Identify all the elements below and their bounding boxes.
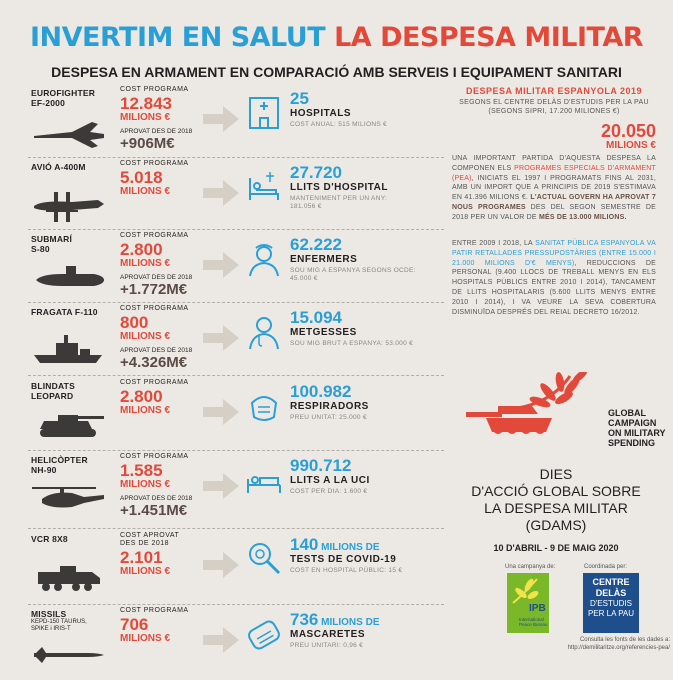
- cost-unit: MILIONS €: [120, 566, 171, 577]
- ipb-subtitle: International Peace Bureau: [519, 617, 548, 627]
- gdams-title: DIES D'ACCIÓ GLOBAL SOBRE LA DESPESA MILITAR (GDAMS): [471, 466, 641, 533]
- hospital-icon: [246, 94, 282, 132]
- page-title: [0, 22, 673, 53]
- transport-plane-icon: [32, 188, 106, 222]
- test-magnifier-icon: [246, 540, 282, 578]
- arrow-right-icon: [203, 252, 239, 278]
- weapon-name: AVIÓ A-400M: [31, 162, 86, 172]
- olive-branch-icon: [507, 573, 549, 607]
- ipb-logo[interactable]: [507, 573, 549, 633]
- mask-icon: [246, 615, 282, 653]
- doctor-icon: [246, 313, 282, 351]
- campaign-label: Una campanya de:: [505, 564, 556, 570]
- gcoms-label: GLOBAL CAMPAIGN ON MILITARY SPENDING: [608, 408, 666, 448]
- arrow-right-icon: [203, 552, 239, 578]
- stat-note: PREU UNITARI: 0,96 €: [290, 642, 364, 649]
- fighter-jet-icon: [32, 114, 106, 148]
- stat-note: COST ANUAL: 515 MILIONS €: [290, 121, 387, 128]
- coordinated-label: Coordinada per:: [584, 564, 628, 570]
- cost-unit: MILIONS €: [120, 479, 171, 490]
- respirator-icon: [246, 387, 282, 425]
- cost-unit: MILIONS €: [120, 258, 171, 269]
- weapon-name: VCR 8X8: [31, 534, 68, 544]
- comparison-row: [28, 532, 444, 603]
- arrow-right-icon: [203, 627, 239, 653]
- cost-label: COST APROVAT DES DE 2018: [120, 532, 180, 547]
- weapon-name: HELICÒPTER NH-90: [31, 455, 88, 475]
- cost-value: 12.843: [120, 94, 172, 113]
- stat-note: SOU MIG A ESPANYA SEGONS OCDE: 45.000 €: [290, 267, 416, 282]
- missile-icon: [32, 635, 106, 669]
- comparison-row: [28, 86, 444, 157]
- stat-note: SOU MIG BRUT A ESPANYA: 53.000 €: [290, 340, 414, 347]
- cost-label: COST PROGRAMA: [120, 453, 189, 460]
- cost-value: 2.800: [120, 387, 163, 406]
- cost-unit: MILIONS €: [120, 405, 171, 416]
- cuts-paragraph: ENTRE 2009 I 2018, LA SANITAT PÚBLICA ESPANYOLA VA PATIR RETALLADES PRESSUPOSTÀRIES (ENTRE 15.000 I 21.000 MILIONS D'€ MENYS), REDUCCIONS DE PERSONAL (9.400 LLOCS DE TREBALL MENYS EN ELS HOSPITALS PÚBLICS ENTRE 2010 I 2014), TANCAMENT DE LLITS HOSPITALARIS (5.600 LLITS MENYS ENTRE 2010 I 2014), I VA VEURE LA SEVA COBERTURA DISMINUÏDA DESPRÉS DEL REIAL DECRETO 16/2012.: [452, 240, 657, 316]
- spending-total: 20.050: [600, 121, 656, 141]
- cost-value: 800: [120, 313, 149, 332]
- stat-value: 62.222: [290, 235, 342, 254]
- weapon-name: SUBMARÍ S-80: [31, 234, 73, 254]
- spending-heading: DESPESA MILITAR ESPANYOLA 2019: [465, 86, 643, 96]
- weapon-subtitle: KEPD-150 TAURUS, SPIKE i IRIS-T: [31, 619, 87, 632]
- approved-value: +906M€: [120, 135, 175, 152]
- gcoms-tank-logo: [462, 372, 612, 458]
- page-subtitle: DESPESA EN ARMAMENT EN COMPARACIÓ AMB SERVEIS I EQUIPAMENT SANITARI: [51, 64, 622, 80]
- cost-value: 706: [120, 615, 149, 634]
- comparison-row: [28, 305, 444, 376]
- approved-label: APROVAT DES DE 2018: [120, 274, 193, 281]
- cost-value: 2.101: [120, 548, 163, 567]
- row-divider: [28, 375, 444, 376]
- centre-delas-logo[interactable]: [583, 573, 639, 633]
- comparison-row: [28, 379, 444, 450]
- armored-vehicle-icon: [32, 560, 106, 594]
- stat-label: RESPIRADORS: [290, 401, 369, 412]
- cost-label: COST PROGRAMA: [120, 607, 189, 614]
- stat-value: 140 MILIONS DE: [290, 535, 380, 554]
- approved-label: APROVAT DES DE 2018: [120, 347, 193, 354]
- approved-value: +4.326M€: [120, 354, 188, 371]
- row-divider: [28, 528, 444, 529]
- row-divider: [28, 157, 444, 158]
- stat-value: 100.982: [290, 382, 352, 401]
- arrow-right-icon: [203, 473, 239, 499]
- cost-value: 5.018: [120, 168, 163, 187]
- cost-unit: MILIONS €: [120, 331, 171, 342]
- cost-label: COST PROGRAMA: [120, 379, 189, 386]
- stat-value: 27.720: [290, 163, 342, 182]
- cost-label: COST PROGRAMA: [120, 86, 189, 93]
- stat-value: 15.094: [290, 308, 342, 327]
- stat-label: LLITS D'HOSPITAL: [290, 182, 388, 193]
- nurse-icon: [246, 240, 282, 278]
- approved-value: +1.772M€: [120, 281, 188, 298]
- comparison-row: [28, 160, 444, 231]
- weapon-name: FRAGATA F-110: [31, 307, 98, 317]
- spending-total-unit: MILIONS €: [605, 140, 656, 151]
- stat-label: METGESSES: [290, 327, 357, 338]
- approved-label: APROVAT DES DE 2018: [120, 495, 193, 502]
- cost-value: 1.585: [120, 461, 163, 480]
- approved-label: APROVAT DES DE 2018: [120, 128, 193, 135]
- row-divider: [28, 229, 444, 230]
- gdams-dates: 10 D'ABRIL - 9 DE MAIG 2020: [493, 543, 619, 553]
- weapon-name: BLINDATS LEOPARD: [31, 381, 75, 401]
- stat-value: 25: [290, 89, 309, 108]
- row-divider: [28, 604, 444, 605]
- ipb-name: IPB: [529, 603, 546, 614]
- stat-label: LLITS A LA UCI: [290, 475, 370, 486]
- sources-footer: Consulta les fonts de les dades a: http://demilitaritze.org/referencies-pea/: [567, 637, 670, 651]
- title-military: LA DESPESA MILITAR: [334, 22, 644, 53]
- icu-bed-icon: [246, 461, 282, 499]
- hospital-bed-icon: [246, 168, 282, 206]
- arrow-right-icon: [203, 399, 239, 425]
- stat-value: 990.712: [290, 456, 352, 475]
- submarine-icon: [32, 260, 106, 294]
- frigate-icon: [32, 333, 106, 367]
- weapon-name: EUROFIGHTER EF-2000: [31, 88, 96, 108]
- stat-note: MANTENIMENT PER UN ANY: 181.056 €: [290, 195, 388, 210]
- helicopter-icon: [32, 481, 106, 515]
- cost-unit: MILIONS €: [120, 186, 171, 197]
- cost-value: 2.800: [120, 240, 163, 259]
- cost-label: COST PROGRAMA: [120, 232, 189, 239]
- stat-label: ENFERMERS: [290, 254, 358, 265]
- title-health: INVERTIM EN SALUT: [29, 22, 326, 53]
- stat-label: HOSPITALS: [290, 108, 351, 119]
- row-divider: [28, 302, 444, 303]
- pea-paragraph: UNA IMPORTANT PARTIDA D'AQUESTA DESPESA LA COMPONEN ELS PROGRAMES ESPECIALS D'ARMAMENT (PEA), INICIATS EL 1997 I PROGRAMATS FINS AL 2031, AMB UN IMPORT QUE A PRINCIPIS DE 2019 S'ESTIMAVA EN 41.396 MILIONS €. L'ACTUAL GOVERN HA APROVAT 7 NOUS PROGRAMES DES DEL SEGON SEMESTRE DE 2018 PER UN VALOR DE MÉS DE 13.000 MILIONS.: [452, 155, 656, 221]
- arrow-right-icon: [203, 106, 239, 132]
- arrow-right-icon: [203, 325, 239, 351]
- spending-source: SEGONS EL CENTRE DELÀS D'ESTUDIS PER LA PAU (SEGONS SIPRI, 17.200 MILIONES €): [459, 99, 649, 115]
- stat-label: TESTS DE COVID-19: [290, 554, 397, 565]
- arrow-right-icon: [203, 180, 239, 206]
- stat-note: COST EN HOSPITAL PÚBLIC: 15 €: [290, 567, 403, 574]
- centre-delas-subtitle: D'ESTUDIS PER LA PAU: [587, 599, 635, 618]
- cost-label: COST PROGRAMA: [120, 160, 189, 167]
- approved-value: +1.451M€: [120, 502, 188, 519]
- comparison-row: [28, 607, 444, 678]
- stat-value: 736 MILIONS DE: [290, 610, 380, 629]
- comparison-row: [28, 453, 444, 524]
- row-divider: [28, 450, 444, 451]
- cost-label: COST PROGRAMA: [120, 305, 189, 312]
- stat-note: PREU UNITAT: 25.000 €: [290, 414, 367, 421]
- tank-icon: [32, 407, 106, 441]
- centre-delas-name: CENTRE DELÀS: [592, 577, 630, 598]
- stat-label: MASCARETES: [290, 629, 366, 640]
- stat-note: COST PER DIA: 1.600 €: [290, 488, 368, 495]
- cost-unit: MILIONS €: [120, 633, 171, 644]
- cost-unit: MILIONS €: [120, 112, 171, 123]
- comparison-row: [28, 232, 444, 303]
- weapon-name: MISSILS: [31, 609, 67, 619]
